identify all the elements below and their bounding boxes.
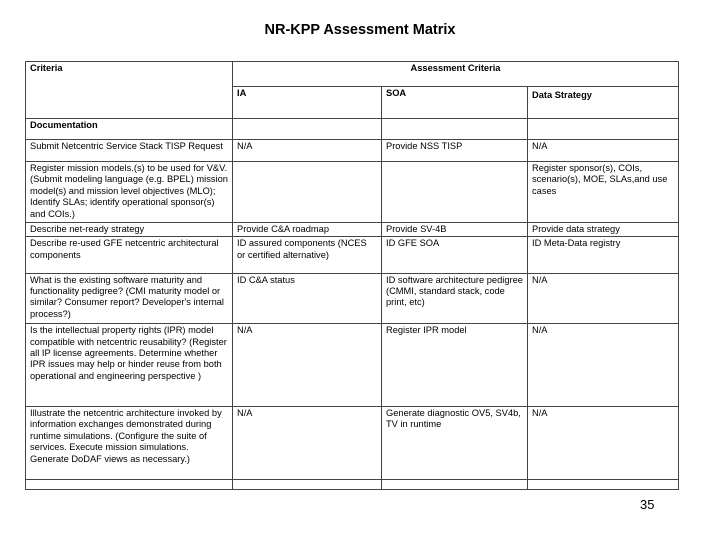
table-row — [26, 324, 679, 407]
ia-cell — [233, 162, 382, 223]
ia-cell: N/A — [233, 324, 382, 407]
ia-column-header: IA — [233, 87, 382, 118]
data-strategy-cell: Provide data strategy — [528, 222, 679, 237]
criteria-cell: Illustrate the netcentric architecture invoked by information exchanges demonstrated during runtime simulations. (Configure the suite of services. Execute mission simulations. Generate DoDAF views as necessary.) — [26, 407, 233, 480]
data-strategy-cell: ID Meta-Data registry — [528, 237, 679, 273]
data-strategy-cell: Register sponsor(s), COIs, scenario(s), MOE, SLAs,and use cases — [528, 162, 679, 223]
empty-row — [26, 479, 679, 489]
criteria-cell: Is the intellectual property rights (IPR) model compatible with netcentric reusability? (Register all IP license agreements. Determine whether IPR issues may help or hinder reuse from both operational and engineering perspective ) — [26, 324, 233, 407]
soa-cell: Generate diagnostic OV5, SV4b, TV in runtime — [382, 407, 528, 480]
data-strategy-cell: N/A — [528, 139, 679, 161]
ia-cell: N/A — [233, 139, 382, 161]
soa-cell — [382, 162, 528, 223]
criteria-cell: Register mission models.(s) to be used for V&V. (Submit modeling language (e.g. BPEL) mission model(s) and mission level objectives (MLO); Identify SLAs; identify operational sponsor(s) and COIs.) — [26, 162, 233, 223]
criteria-cell: What is the existing software maturity and functionality pedigree? (CMI maturity model or similar? Consumer report? Developer's internal process?) — [26, 273, 233, 324]
assessment-matrix-table — [25, 61, 679, 490]
page-number: 35 — [640, 497, 655, 512]
criteria-cell: Submit Netcentric Service Stack TISP Request — [26, 139, 233, 161]
data-strategy-cell: N/A — [528, 407, 679, 480]
table-row — [26, 162, 679, 223]
table-row — [26, 237, 679, 273]
soa-cell: Provide SV-4B — [382, 222, 528, 237]
criteria-cell: Describe net-ready strategy — [26, 222, 233, 237]
header-row-1 — [26, 62, 679, 87]
table-row — [26, 139, 679, 161]
table-row — [26, 407, 679, 480]
ia-cell: ID assured components (NCES or certified alternative) — [233, 237, 382, 273]
ia-cell: N/A — [233, 407, 382, 480]
section-row — [26, 118, 679, 139]
data-strategy-cell: N/A — [528, 324, 679, 407]
section-heading-documentation: Documentation — [26, 118, 233, 139]
assessment-criteria-header: Assessment Criteria — [233, 62, 679, 87]
ia-cell: Provide C&A roadmap — [233, 222, 382, 237]
soa-column-header: SOA — [382, 87, 528, 118]
soa-cell: ID software architecture pedigree (CMMI, standard stack, code print, etc) — [382, 273, 528, 324]
table-row — [26, 222, 679, 237]
table-row — [26, 273, 679, 324]
criteria-header: Criteria — [26, 62, 233, 119]
soa-cell: Provide NSS TISP — [382, 139, 528, 161]
soa-cell: ID GFE SOA — [382, 237, 528, 273]
criteria-cell: Describe re-used GFE netcentric architectural components — [26, 237, 233, 273]
data-strategy-column-header: Data Strategy — [528, 87, 679, 118]
page-title: NR-KPP Assessment Matrix — [264, 22, 456, 38]
data-strategy-cell: N/A — [528, 273, 679, 324]
soa-cell: Register IPR model — [382, 324, 528, 407]
ia-cell: ID C&A status — [233, 273, 382, 324]
